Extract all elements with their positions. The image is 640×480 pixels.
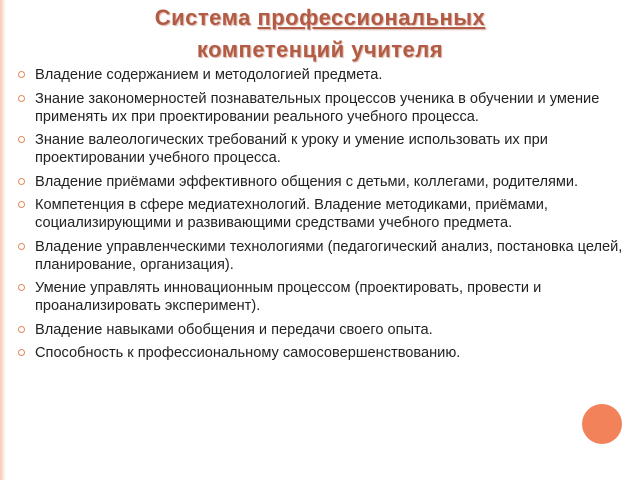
bullet-circle-icon [18, 178, 25, 185]
list-item-text: Владение навыками обобщения и передачи своего опыта. [35, 321, 433, 338]
competency-list [18, 66, 640, 368]
bullet-circle-icon [18, 95, 25, 102]
bullet-circle-icon [18, 71, 25, 78]
list-item-text: Владение приёмами эффективного общения с детьми, коллегами, родителями. [35, 173, 579, 190]
list-item [18, 173, 640, 191]
list-item-text: Умение управлять инновационным процессом (проектировать, провести и проанализировать эксперимент). [35, 280, 542, 314]
list-item-text: Знание валеологических требований к уроку и умение использовать их при проектировании учебного процесса. [35, 132, 548, 166]
list-item-text: Компетенция в сфере медиатехнологий. Владение методиками, приёмами, социализирующими и развивающими средствами учебного предмета. [35, 197, 548, 231]
slide-title [90, 4, 550, 64]
list-item [18, 238, 640, 274]
list-item-text: Владение содержанием и методологией предмета. [35, 67, 383, 83]
list-item [18, 66, 640, 84]
title-prefix: Система [154, 5, 251, 30]
bullet-circle-icon [18, 349, 25, 356]
list-item [18, 90, 640, 126]
list-item [18, 196, 640, 232]
bullet-circle-icon [18, 326, 25, 333]
bullet-circle-icon [18, 201, 25, 208]
title-line-1 [90, 4, 550, 32]
left-edge-decoration [0, 0, 6, 480]
list-item [18, 279, 640, 315]
list-item-text: Владение управленческими технологиями (педагогический анализ, постановка целей, планирование, организация). [35, 238, 623, 273]
title-line-2: компетенций учителя [196, 37, 444, 62]
decorative-orange-circle [582, 404, 622, 444]
title-underlined-word: профессиональных [257, 5, 486, 30]
list-item [18, 131, 640, 167]
list-item-text: Знание закономерностей познавательных процессов ученика в обучении и умение применять их при проектировании реального учебного процесса. [35, 90, 600, 125]
list-item [18, 344, 640, 362]
bullet-circle-icon [18, 243, 25, 250]
bullet-circle-icon [18, 284, 25, 291]
bullet-circle-icon [18, 136, 25, 143]
list-item [18, 321, 640, 339]
list-item-text: Способность к профессиональному самосовершенствованию. [35, 345, 461, 361]
